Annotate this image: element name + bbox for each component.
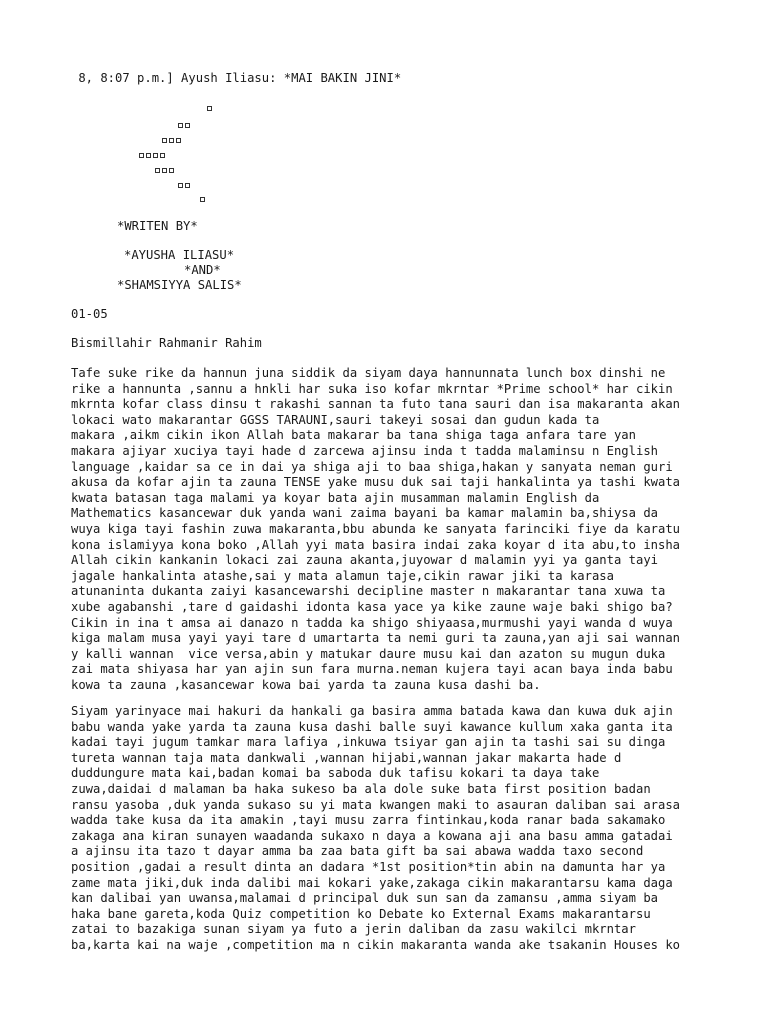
diamond-row	[155, 167, 174, 175]
diamond-row	[162, 137, 181, 145]
text-line: wuya kiga tayi fashin zuwa makaranta,bbu abunda ke sanyata farinciki fiye da karatu	[71, 521, 681, 536]
story-paragraph-2	[71, 704, 731, 954]
text-line: Mathematics kasancewar duk yanda wani zaima bayani ba kamar malamin ba,shiysa da	[71, 506, 658, 521]
text-line: makara ajiyar xuciya tayi hade d zarcewa ajinsu inda t tadda malaminsu n English	[71, 443, 658, 458]
text-line: y kalli wannan vice versa,abin y matukar daure musu kai dan azaton su mugun duka	[71, 646, 666, 661]
text-line: haka bane gareta,koda Quiz competition ko Debate ko External Exams makarantarsu	[71, 906, 651, 921]
text-line: babu wanda yake yarda ta zauna kusa dashi balle suyi kawance kullum xaka ganta ita	[71, 719, 673, 734]
text-line: makara ,aikm cikin ikon Allah bata makarar ba tana shiga taga anfara tare yan	[71, 428, 636, 443]
text-line: xube agabanshi ,tare d gaidashi idonta kasa yace ya kike zaune waje baki shigo ba?	[71, 599, 673, 614]
diamond-row	[139, 152, 165, 160]
text-line: akusa da kofar ajin ta zauna TENSE yake musu duk sai taji hankalinta ya tashi kwata	[71, 475, 681, 490]
text-line: kona islamiyya kona boko ,Allah yyi mata basira indai zaka koyar d ita abu,to insha	[71, 537, 681, 552]
text-line: ransu yasoba ,duk yanda sukaso su yi mata kwangen maki to asauran daliban sai arasa	[71, 797, 681, 812]
text-line: mkrnta kofar class dinsu t rakashi sannan ta futo tana sauri dan isa makaranta akan	[71, 397, 681, 412]
text-line: Allah cikin kankanin lokaci zai zauna akanta,juyowar d malamin yyi ya ganta tayi	[71, 553, 658, 568]
text-line: zame mata jiki,duk inda dalibi mai kokari yake,zakaga cikin makarantarsu kama daga	[71, 875, 673, 890]
square-glyph-icon	[178, 183, 183, 188]
text-line: Siyam yarinyace mai hakuri da hankali ga basira amma batada kawa dan kuwa duk ajin	[71, 704, 673, 718]
episode-number: 01-05	[71, 307, 108, 321]
square-glyph-icon	[176, 138, 181, 143]
chat-header-line: 8, 8:07 p.m.] Ayush Iliasu: *MAI BAKIN JINI*	[71, 71, 402, 85]
text-line: zuwa,daidai d malaman ba haka sukeso ba ala dole suke bata first position badan	[71, 781, 651, 796]
square-glyph-icon	[169, 168, 174, 173]
text-line: language ,kaidar sa ce in dai ya shiga aji to baa shiga,hakan y sanyata neman guri	[71, 459, 673, 474]
text-line: kan dalibai yan uwansa,malamai d principal duk sun san da zamansu ,amma siyam ba	[71, 891, 658, 906]
written-by-label: *WRITEN BY*	[117, 219, 198, 233]
square-glyph-icon	[153, 153, 158, 158]
and-label: *AND*	[184, 263, 221, 277]
square-glyph-icon	[207, 106, 212, 111]
author-name-2: *SHAMSIYYA SALIS*	[117, 278, 242, 292]
diamond-row	[200, 196, 205, 204]
square-glyph-icon	[162, 168, 167, 173]
square-glyph-icon	[162, 138, 167, 143]
text-line: rike a hannunta ,sannu a hnkli har suka iso kofar mkrntar *Prime school* har cikin	[71, 381, 673, 396]
square-glyph-icon	[200, 197, 205, 202]
square-glyph-icon	[160, 153, 165, 158]
square-glyph-icon	[185, 123, 190, 128]
text-line: atunaninta dukanta zaiyi kasancewarshi decipline master n makarantar tana xuwa ta	[71, 584, 666, 599]
text-line: zakaga ana kiran sunayen waadanda sukaxo n daya a kowana aji ana basu amma gatadai	[71, 828, 673, 843]
author-name-1: *AYUSHA ILIASU*	[124, 248, 235, 262]
bismillah-line: Bismillahir Rahmanir Rahim	[71, 336, 262, 350]
square-glyph-icon	[146, 153, 151, 158]
text-line: kadai tayi jugum tamkar mara lafiya ,inkuwa tsiyar gan ajin ta tashi sai su dinga	[71, 735, 666, 750]
text-line: Cikin in ina t amsa ai danazo n tadda ka shigo shiyaasa,murmushi yayi wanda d wuya	[71, 615, 673, 630]
text-line: wadda take kusa da ita amakin ,tayi musu zarra fintinkau,koda ranar bada sakamako	[71, 813, 666, 828]
text-line: tureta wannan taja mata dankwali ,wannan hijabi,wannan jakar makarta hade d	[71, 750, 622, 765]
text-line: a ajinsu ita tazo t dayar amma ba zaa bata gift ba sai abawa wadda taxo second	[71, 844, 644, 859]
square-glyph-icon	[169, 138, 174, 143]
square-glyph-icon	[139, 153, 144, 158]
text-line: kowa ta zauna ,kasancewar kowa bai yarda ta zauna kusa dashi ba.	[71, 677, 541, 692]
square-glyph-icon	[155, 168, 160, 173]
text-line: jagale hankalinta atashe,sai y mata alamun taje,cikin rawar jiki ta karasa	[71, 568, 614, 583]
text-line: position ,gadai a result dinta an dadara *1st position*tin abin na damunta har ya	[71, 859, 666, 874]
text-line: zatai to bazakiga sunan siyam ya futo a jerin daliban da zasu wakilci mkrntar	[71, 922, 636, 937]
square-glyph-icon	[178, 123, 183, 128]
diamond-row	[178, 122, 190, 130]
text-line: zai mata shiyasa har yan ajin sun fara murna.neman kujera tayi acan baya inda babu	[71, 662, 673, 677]
text-line: Tafe suke rike da hannun juna siddik da siyam daya hannunnata lunch box dinshi ne	[71, 366, 666, 380]
text-line: kwata batasan taga malami ya koyar bata ajin musamman malamin English da	[71, 490, 600, 505]
diamond-row	[207, 105, 212, 113]
text-line: duddungure mata kai,badan komai ba saboda duk tafisu kokari ta daya take	[71, 766, 600, 781]
square-glyph-icon	[185, 183, 190, 188]
story-paragraph-1	[71, 366, 731, 693]
text-line: lokaci wato makarantar GGSS TARAUNI,sauri takeyi sosai dan gudun kada ta	[71, 412, 600, 427]
text-line: kiga malam musa yayi yayi tare d umartarta ta nemi guri ta zauna,yan aji sai wannan	[71, 631, 681, 646]
text-line: ba,karta kai na waje ,competition ma n cikin makaranta wanda ake tsakanin Houses ko	[71, 937, 681, 952]
diamond-row	[178, 182, 190, 190]
